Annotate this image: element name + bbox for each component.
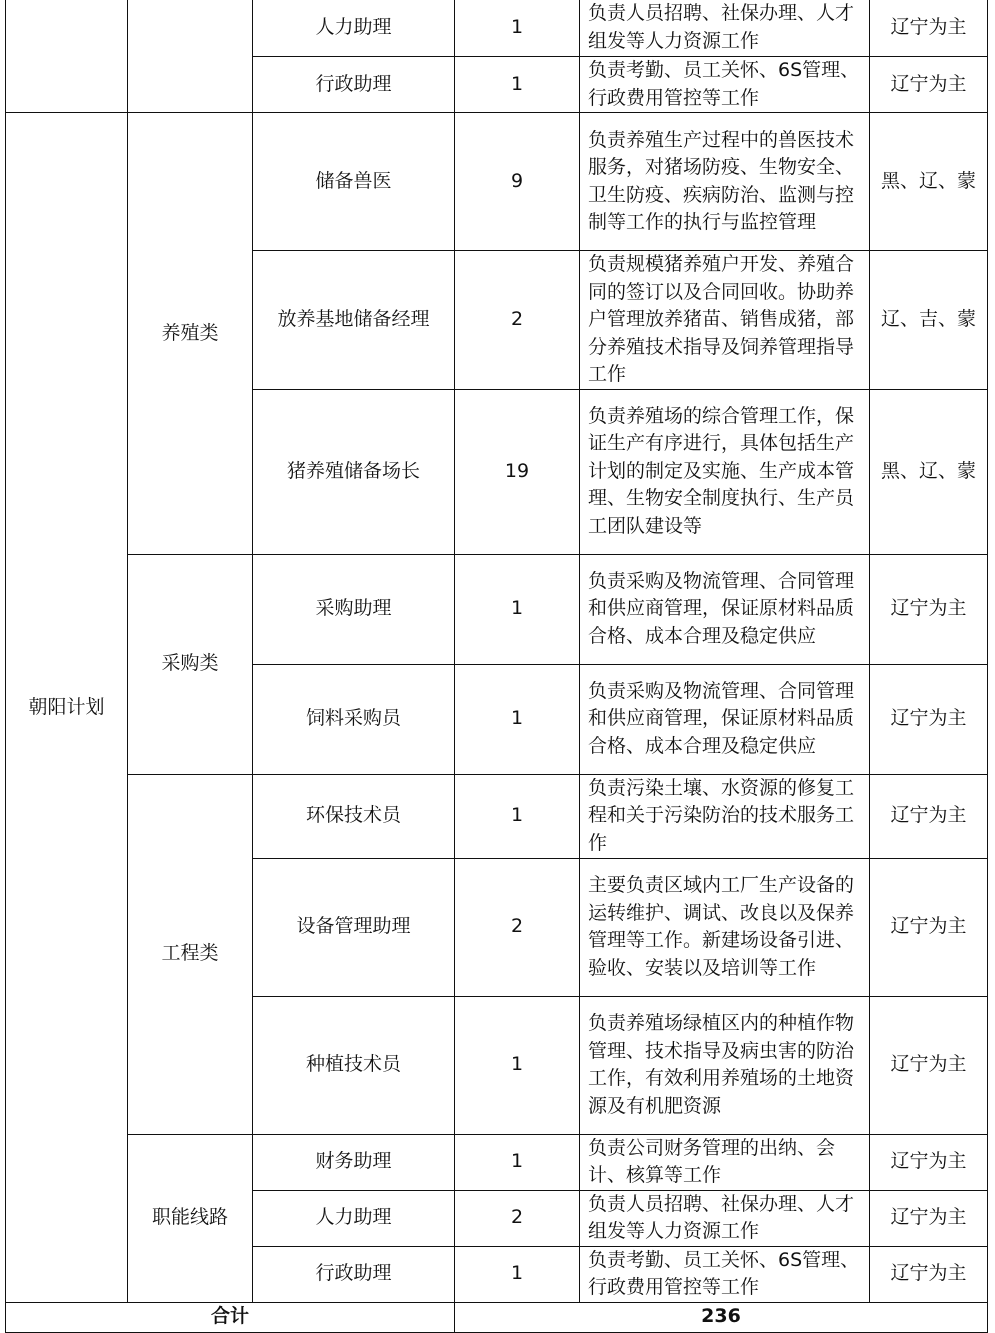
position-cell: 采购助理 [253, 554, 455, 664]
count-cell: 2 [455, 1190, 580, 1246]
region-cell: 辽宁为主 [870, 1246, 988, 1302]
position-cell: 放养基地储备经理 [253, 251, 455, 390]
region-cell: 辽宁为主 [870, 858, 988, 996]
count-cell: 1 [455, 57, 580, 113]
description-cell: 负责养殖场绿植区内的种植作物管理、技术指导及病虫害的防治工作，有效利用养殖场的土地资源及有机肥资源 [580, 996, 870, 1134]
region-cell: 辽宁为主 [870, 996, 988, 1134]
total-row [6, 1302, 988, 1332]
count-cell: 19 [455, 389, 580, 554]
count-cell: 1 [455, 664, 580, 774]
region-cell: 辽宁为主 [870, 1134, 988, 1190]
table-row [6, 1134, 988, 1190]
position-cell: 人力助理 [253, 0, 455, 57]
table-row [6, 774, 988, 858]
region-cell: 辽宁为主 [870, 0, 988, 57]
count-cell: 1 [455, 0, 580, 57]
table-row [6, 0, 988, 57]
total-value: 236 [455, 1302, 988, 1332]
region-cell: 辽、吉、蒙 [870, 251, 988, 390]
position-cell: 猪养殖储备场长 [253, 389, 455, 554]
position-cell: 环保技术员 [253, 774, 455, 858]
position-cell: 人力助理 [253, 1190, 455, 1246]
count-cell: 2 [455, 251, 580, 390]
category-cell: 工程类 [128, 774, 253, 1134]
description-cell: 负责考勤、员工关怀、6S管理、行政费用管控等工作 [580, 1246, 870, 1302]
region-cell: 黑、辽、蒙 [870, 389, 988, 554]
description-cell: 负责人员招聘、社保办理、人才组发等人力资源工作 [580, 0, 870, 57]
plan-cell-empty [6, 0, 128, 113]
position-cell: 设备管理助理 [253, 858, 455, 996]
count-cell: 2 [455, 858, 580, 996]
count-cell: 1 [455, 1134, 580, 1190]
description-cell: 负责采购及物流管理、合同管理和供应商管理，保证原材料品质合格、成本合理及稳定供应 [580, 664, 870, 774]
position-cell: 种植技术员 [253, 996, 455, 1134]
position-cell: 财务助理 [253, 1134, 455, 1190]
table-row [6, 554, 988, 664]
count-cell: 1 [455, 996, 580, 1134]
description-cell: 负责养殖场的综合管理工作，保证生产有序进行，具体包括生产计划的制定及实施、生产成本管理、生物安全制度执行、生产员工团队建设等 [580, 389, 870, 554]
category-cell-empty [128, 0, 253, 113]
position-cell: 储备兽医 [253, 113, 455, 251]
count-cell: 1 [455, 774, 580, 858]
region-cell: 辽宁为主 [870, 57, 988, 113]
description-cell: 负责人员招聘、社保办理、人才组发等人力资源工作 [580, 1190, 870, 1246]
description-cell: 负责考勤、员工关怀、6S管理、行政费用管控等工作 [580, 57, 870, 113]
region-cell: 辽宁为主 [870, 1190, 988, 1246]
position-cell: 饲料采购员 [253, 664, 455, 774]
region-cell: 黑、辽、蒙 [870, 113, 988, 251]
region-cell: 辽宁为主 [870, 774, 988, 858]
region-cell: 辽宁为主 [870, 554, 988, 664]
region-cell: 辽宁为主 [870, 664, 988, 774]
position-cell: 行政助理 [253, 1246, 455, 1302]
description-cell: 负责规模猪养殖户开发、养殖合同的签订以及合同回收。协助养户管理放养猪苗、销售成猪，部分养殖技术指导及饲养管理指导工作 [580, 251, 870, 390]
position-cell: 行政助理 [253, 57, 455, 113]
count-cell: 1 [455, 554, 580, 664]
plan-cell: 朝阳计划 [6, 113, 128, 1303]
description-cell: 负责污染土壤、水资源的修复工程和关于污染防治的技术服务工作 [580, 774, 870, 858]
total-label: 合计 [6, 1302, 455, 1332]
description-cell: 主要负责区域内工厂生产设备的运转维护、调试、改良以及保养管理等工作。新建场设备引进、验收、安装以及培训等工作 [580, 858, 870, 996]
table-row [6, 113, 988, 251]
category-cell: 养殖类 [128, 113, 253, 555]
category-cell: 采购类 [128, 554, 253, 774]
description-cell: 负责采购及物流管理、合同管理和供应商管理，保证原材料品质合格、成本合理及稳定供应 [580, 554, 870, 664]
count-cell: 9 [455, 113, 580, 251]
description-cell: 负责公司财务管理的出纳、会计、核算等工作 [580, 1134, 870, 1190]
category-cell: 职能线路 [128, 1134, 253, 1302]
count-cell: 1 [455, 1246, 580, 1302]
recruitment-table [5, 0, 988, 1333]
description-cell: 负责养殖生产过程中的兽医技术服务，对猪场防疫、生物安全、卫生防疫、疾病防治、监测与控制等工作的执行与监控管理 [580, 113, 870, 251]
